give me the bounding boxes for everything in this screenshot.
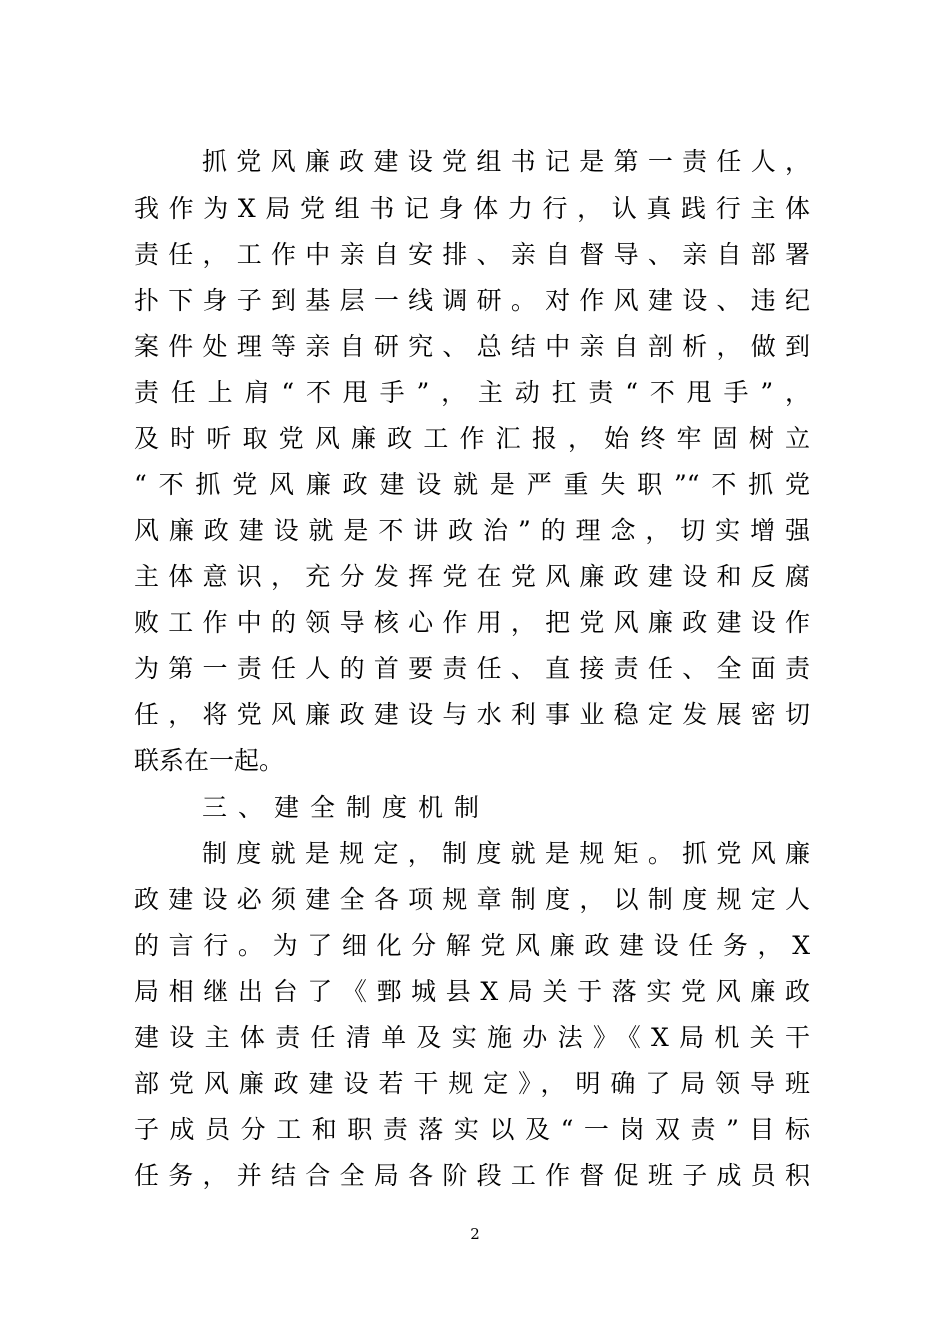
paragraph-1-line-11: 败工作中的领导核心作用，把党风廉政建设作 [134,608,810,637]
paragraph-1-line-10: 主体意识，充分发挥党在党风廉政建设和反腐 [134,562,810,591]
paragraph-1-line-13: 任，将党风廉政建设与水利事业稳定发展密切 [134,700,810,729]
paragraph-2-line-1: 制度就是规定，制度就是规矩。抓党风廉 [202,839,810,868]
paragraph-2-line-4: 局相继出台了《鄄城县X局关于落实党风廉政 [134,977,810,1006]
paragraph-1-line-3: 责任，工作中亲自安排、亲自督导、亲自部署 [134,240,810,269]
paragraph-1-line-5: 案件处理等亲自研究、总结中亲自剖析，做到 [134,332,810,361]
paragraph-2-line-7: 子成员分工和职责落实以及“一岗双责”目标 [134,1115,810,1144]
paragraph-2-line-5: 建设主体责任清单及实施办法》《X局机关干 [134,1023,810,1052]
paragraph-1-line-9: 风廉政建设就是不讲政治”的理念，切实增强 [134,516,810,545]
paragraph-1-line-2: 我作为X局党组书记身体力行，认真践行主体 [134,194,810,223]
paragraph-2-line-8: 任务，并结合全局各阶段工作督促班子成员积 [134,1161,810,1190]
page-number: 2 [470,1225,480,1243]
paragraph-1-line-12: 为第一责任人的首要责任、直接责任、全面责 [134,654,810,683]
paragraph-2-line-2: 政建设必须建全各项规章制度，以制度规定人 [134,885,810,914]
paragraph-1-line-4: 扑下身子到基层一线调研。对作风建设、违纪 [134,286,810,315]
paragraph-1-line-1: 抓党风廉政建设党组书记是第一责任人， [202,147,810,176]
paragraph-2-line-3: 的言行。为了细化分解党风廉政建设任务，X [134,931,810,960]
paragraph-1-line-6: 责任上肩“不甩手”，主动扛责“不甩手”， [134,378,810,407]
paragraph-1-line-14: 联系在一起。 [134,746,285,775]
paragraph-1-line-7: 及时听取党风廉政工作汇报，始终牢固树立 [134,424,810,453]
paragraph-2-line-6: 部党风廉政建设若干规定》，明确了局领导班 [134,1069,810,1098]
paragraph-1-line-8: “不抓党风廉政建设就是严重失职”“不抓党 [134,470,810,499]
section-heading: 三、建全制度机制 [202,793,491,822]
